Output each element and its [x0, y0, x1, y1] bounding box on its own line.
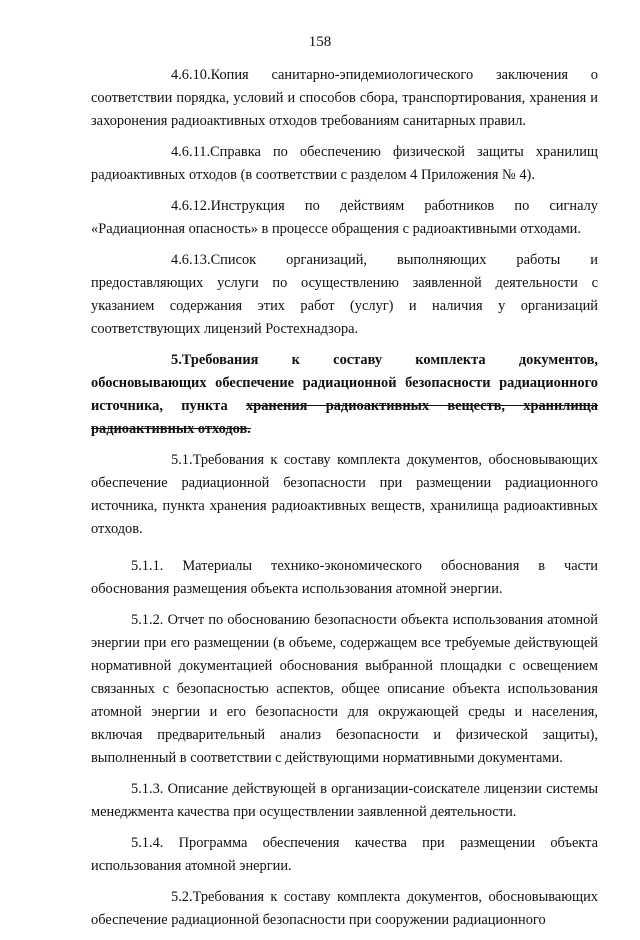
- paragraph-5-1-1: [91, 555, 598, 601]
- clause-text: Справка по обеспечению физической защиты хранилищ радиоактивных отходов (в соответствии с разделом 4 Приложения № 4).: [91, 144, 598, 183]
- clause-number: 5.1.4.: [131, 835, 164, 851]
- paragraph-5-2: [91, 886, 598, 932]
- clause-text: Описание действующей в организации-соискателе лицензии системы менеджмента качества при осуществлении заявленной деятельности.: [91, 781, 599, 820]
- clause-text: Программа обеспечения качества при размещении объекта использования атомной энергии.: [91, 835, 598, 874]
- clause-text: Требования к составу комплекта документов, обосновывающих обеспечение радиационной безопасности при размещении радиационного источника, пункта хранения радиоактивных веществ, хранилища радиоактивных отходов.: [91, 452, 598, 537]
- document-body: [91, 64, 598, 940]
- paragraph-5-1-2: [91, 609, 598, 770]
- clause-text: Отчет по обоснованию безопасности объекта использования атомной энергии при его размещении (в объеме, содержащем все требуемые действующей нормативной документацией обоснования выбранной площадки с освещением связанных с безопасностью аспектов, общее описание объекта использования атомной энергии и его безопасности для окружающей среды и населения, включая предварительный анализ безопасности и физической защиты), выполненный в соответствии с действующими нормативными документами.: [91, 612, 598, 766]
- clause-text: Материалы технико-экономического обоснования в части обоснования размещения объекта использования атомной энергии.: [91, 558, 598, 597]
- clause-text: Требования к составу комплекта документов, обосновывающих обеспечение радиационной безопасности при сооружении радиационного: [91, 889, 598, 928]
- paragraph-4-6-12: [91, 195, 598, 241]
- clause-number: 4.6.10.: [171, 67, 211, 83]
- clause-text: Инструкция по действиям работников по сигналу «Радиационная опасность» в процессе обращения с радиоактивными отходами.: [91, 198, 598, 237]
- paragraph-4-6-13: [91, 249, 598, 341]
- clause-number: 5.1.1.: [131, 558, 164, 574]
- paragraph-5-1-3: [91, 778, 598, 824]
- clause-number: 5.2.: [171, 889, 193, 905]
- clause-number: 4.6.11.: [171, 144, 211, 160]
- clause-text: Список организаций, выполняющих работы и предоставляющих услуги по осуществлению заявленной деятельности с указанием содержания этих работ (услуг) и наличия у организаций соответствующих лицензий Ростехнадзора.: [91, 252, 598, 337]
- clause-number: 5.1.: [171, 452, 193, 468]
- clause-number: 5.: [171, 352, 182, 368]
- clause-number: 4.6.13.: [171, 252, 211, 268]
- clause-number: 4.6.12.: [171, 198, 211, 214]
- page-number: 158: [308, 34, 332, 50]
- paragraph-5-1-4: [91, 832, 598, 878]
- paragraph-4-6-10: [91, 64, 598, 133]
- clause-number: 5.1.3.: [131, 781, 164, 797]
- clause-text: Копия санитарно-эпидемиологического заключения о соответствии порядка, условий и способов сбора, транспортирования, хранения и захоронения радиоактивных отходов требованиям санитарных правил.: [91, 67, 598, 129]
- clause-number: 5.1.2.: [131, 612, 164, 628]
- paragraph-4-6-11: [91, 141, 598, 187]
- section-5-heading: [91, 349, 598, 441]
- clause-text: Требования к составу комплекта документов, обосновывающих обеспечение радиационной безопасности радиационного источника, пункта: [91, 352, 598, 414]
- paragraph-5-1: [91, 449, 598, 541]
- struck-text: хранения радиоактивных веществ, хранилища радиоактивных отходов.: [91, 398, 598, 437]
